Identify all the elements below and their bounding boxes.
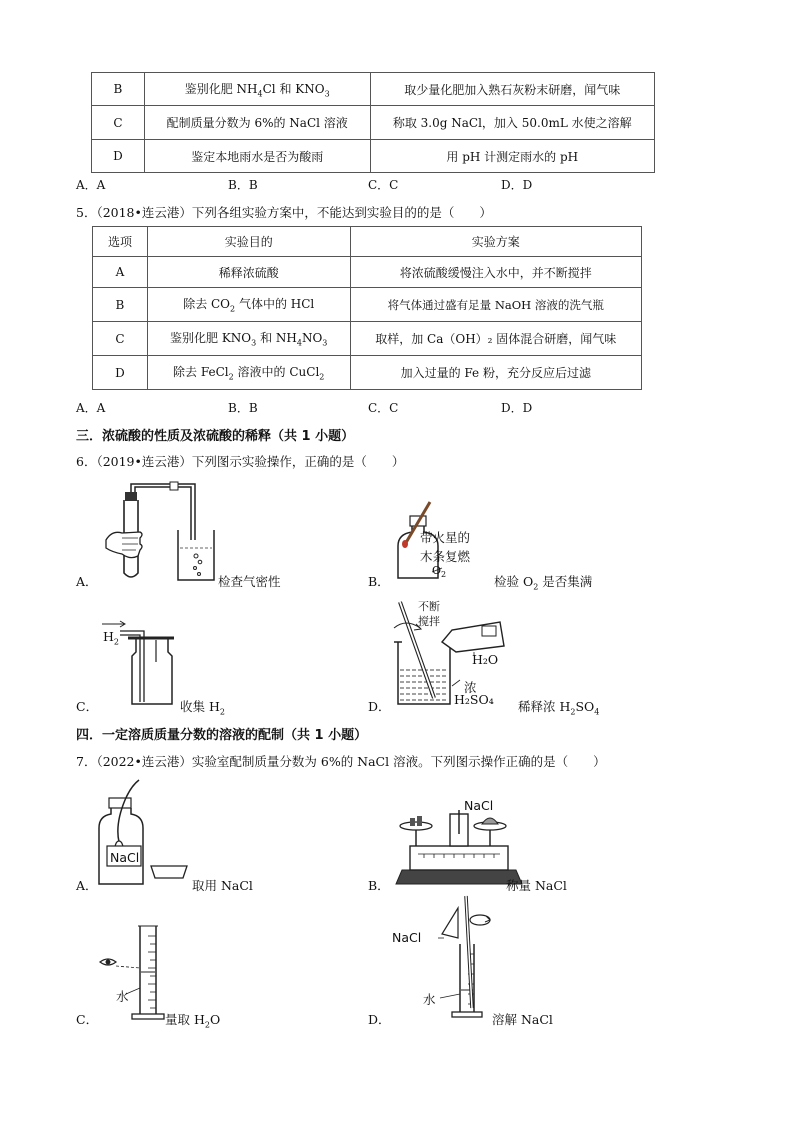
question-7-stem: 7．（2022•连云港）实验室配制质量分数为 6%的 NaCl 溶液。下列图示操作正确的是（ ） xyxy=(76,754,606,769)
table-row: C 配制质量分数为 6%的 NaCl 溶液 称取 3.0g NaCl，加入 50.0mL 水使之溶解 xyxy=(92,106,655,140)
q6-option-d-letter[interactable]: D． xyxy=(368,699,391,714)
q6-option-c-letter[interactable]: C． xyxy=(76,699,99,714)
question-5-table xyxy=(92,226,642,390)
q6-c-h2: $H_2$ xyxy=(103,629,119,647)
q7-b-label: NaCl xyxy=(464,798,494,813)
option-a[interactable]: A．A xyxy=(76,178,106,192)
option-c[interactable]: C．C xyxy=(368,401,399,415)
q7-option-c-caption: 量取 $H_2O$ xyxy=(165,1012,221,1030)
question-6-stem: 6．（2019•连云港）下列图示实验操作，正确的是（ ） xyxy=(76,454,405,469)
measure-water-figure xyxy=(98,922,168,1022)
q6-option-b-caption: 检验 $O_2$ 是否集满 xyxy=(494,574,593,592)
q6-b-note2: 木条复燃 xyxy=(420,549,471,564)
section-3-heading: 三．浓硫酸的性质及浓硫酸的稀释（共 1 小题） xyxy=(76,429,355,444)
q6-b-note1: 带火星的 xyxy=(420,530,471,545)
dissolve-nacl-figure xyxy=(438,894,518,1024)
option-a[interactable]: A．A xyxy=(76,401,106,415)
q7-option-d-letter[interactable]: D． xyxy=(368,1012,391,1027)
table-row: B 除去 $CO_2$ 气体中的 HCl 将气体通过盛有足量 NaOH 溶液的洗气瓶 xyxy=(93,288,642,322)
q6-d-nong: 浓 xyxy=(464,680,477,695)
option-c[interactable]: C．C xyxy=(368,178,399,192)
q6-option-a-caption: 检查气密性 xyxy=(218,574,281,589)
airtightness-check-figure xyxy=(100,478,220,583)
q6-option-b-letter[interactable]: B． xyxy=(368,574,390,589)
q7-a-label: NaCl xyxy=(110,850,140,865)
q6-option-d-caption: 稀释浓 $H_2SO_4$ xyxy=(518,699,600,717)
option-d[interactable]: D．D xyxy=(501,401,533,415)
table-row: D 鉴定本地雨水是否为酸雨 用 pH 计测定雨水的 pH xyxy=(92,140,655,173)
option-b[interactable]: B．B xyxy=(228,401,258,415)
q6-d-h2o: H₂O xyxy=(472,652,499,667)
q7-option-d-caption: 溶解 NaCl xyxy=(492,1012,553,1027)
option-b[interactable]: B．B xyxy=(228,178,258,192)
table-row: B 鉴别化肥 $NH_4Cl$ 和 $KNO_3$ 取少量化肥加入熟石灰粉末研磨，闻气味 xyxy=(92,73,655,106)
q6-d-h2so4: H₂SO₄ xyxy=(454,692,494,707)
q7-option-c-letter[interactable]: C． xyxy=(76,1012,99,1027)
question-5-stem: 5．（2018•连云港）下列各组实验方案中，不能达到实验目的的是（ ） xyxy=(76,205,492,220)
table-row: C 鉴别化肥 $KNO_3$ 和 $NH_4NO_3$ 取样，加 Ca（OH）₂ 固体混合研磨，闻气味 xyxy=(93,322,642,356)
table-header-row: 选项 实验目的 实验方案 xyxy=(93,227,642,257)
section-4-heading: 四．一定溶质质量分数的溶液的配制（共 1 小题） xyxy=(76,728,368,743)
q7-option-a-letter[interactable]: A． xyxy=(76,878,98,893)
table-row: A 稀释浓硫酸 将浓硫酸缓慢注入水中，并不断搅拌 xyxy=(93,257,642,288)
q6-d-note1: 不断 xyxy=(418,600,440,613)
q7-option-b-caption: 称量 NaCl xyxy=(506,878,567,893)
table-continued xyxy=(91,72,655,173)
q6-option-a-letter[interactable]: A． xyxy=(76,574,98,589)
table-row: D 除去 FeCl$_2$ 溶液中的 CuCl$_2$ 加入过量的 Fe 粉，充分反应后过滤 xyxy=(93,356,642,390)
q6-d-note2: 搅拌 xyxy=(418,615,440,628)
q7-d-nacl: NaCl xyxy=(392,930,422,945)
q7-c-water: 水 xyxy=(116,989,129,1004)
q7-d-water: 水 xyxy=(423,992,436,1007)
balance-figure xyxy=(394,806,524,886)
q7-option-b-letter[interactable]: B． xyxy=(368,878,390,893)
q7-option-a-caption: 取用 NaCl xyxy=(192,878,253,893)
option-d[interactable]: D．D xyxy=(501,178,533,192)
q6-b-o2: $O_2$ xyxy=(432,564,447,580)
q6-option-c-caption: 收集 $H_2$ xyxy=(180,699,225,717)
take-nacl-figure xyxy=(95,778,205,888)
